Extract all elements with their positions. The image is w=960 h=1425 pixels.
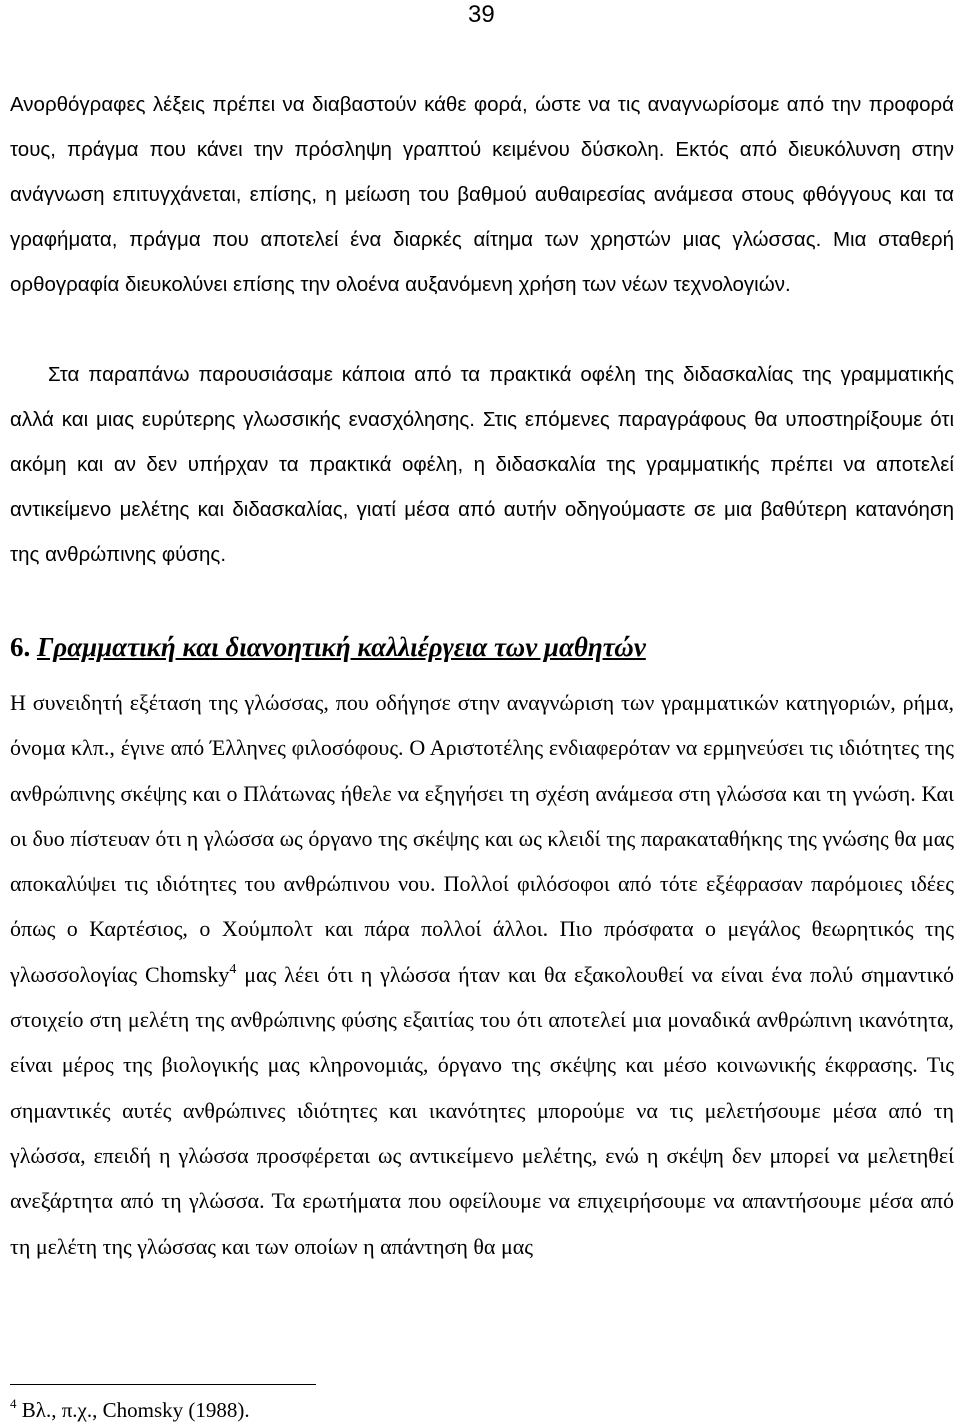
paragraph-orthography: Ανορθόγραφες λέξεις πρέπει να διαβαστούν κάθε φορά, ώστε να τις αναγνωρίσομε από την προφορά τους, πράγμα που κάνει την πρόσληψη γραπτού κειμένου δύσκολη. Εκτός από διευκόλυνση στην ανάγνωση επιτυγχάνεται, επίσης, η μείωση του βαθμού αυθαιρεσίας ανάμεσα στους φθόγγους και τα γραφήματα, πράγμα που αποτελεί ένα διαρκές αίτημα των χρηστών μιας γλώσσας. Μια σταθερή ορθογραφία διευκολύνει επίσης την ολοένα αυξανόμενη χρήση των νέων τεχνολογιών.	[10, 93, 954, 296]
paragraph-philosophy	[10, 680, 954, 1269]
footnote-reference[interactable]: 4	[229, 961, 237, 977]
section-title: Γραμματική και διανοητική καλλιέργεια των μαθητών	[37, 632, 646, 662]
paragraph-grammar-benefits: Στα παραπάνω παρουσιάσαμε κάποια από τα πρακτικά οφέλη της διδασκαλίας της γραμματικής αλλά και μιας ευρύτερης γλωσσικής ενασχόλησης. Στις επόμενες παραγράφους θα υποστηρίξουμε ότι ακόμη και αν δεν υπήρχαν τα πρακτικά οφέλη, η διδασκαλία της γραμματικής πρέπει να αποτελεί αντικείμενο μελέτης και διδασκαλίας, γιατί μέσα από αυτήν οδηγούμαστε σε μια βαθύτερη κατανόηση της ανθρώπινης φύσης.	[10, 363, 954, 566]
footnote	[10, 1395, 250, 1425]
section-heading	[10, 627, 954, 667]
footnote-text: Βλ., π.χ., Chomsky (1988).	[16, 1398, 250, 1422]
section-number: 6.	[10, 632, 31, 662]
paragraph-philosophy-part1: Η συνειδητή εξέταση της γλώσσας, που οδήγησε στην αναγνώριση των γραμματικών κατηγοριών, ρήμα, όνομα κλπ., έγινε από Έλληνες φιλοσόφους. Ο Αριστοτέλης ενδιαφερόταν να ερμηνεύσει τις ιδιότητες της ανθρώπινης σκέψης και ο Πλάτωνας ήθελε να εξηγήσει τη σχέση ανάμεσα στη γλώσσα και τη γνώση. Και οι δυο πίστευαν ότι η γλώσσα ως όργανο της σκέψης και ως κλειδί της παρακαταθήκης της γνώσης θα μας αποκαλύψει τις ιδιότητες του ανθρώπινου νου. Πολλοί φιλόσοφοι από τότε εξέφρασαν παρόμοιες ιδέες όπως ο Καρτέσιος, ο Χούμπολτ και πάρα πολλοί άλλοι. Πιο πρόσφατα ο μεγάλος θεωρητικός της γλωσσολογίας Chomsky	[10, 690, 954, 987]
footnote-marker: 4	[10, 1396, 17, 1411]
page-number: 39	[468, 1, 495, 28]
paragraph-philosophy-part2: μας λέει ότι η γλώσσα ήταν και θα εξακολουθεί να είναι ένα πολύ σημαντικό στοιχείο στη μελέτη της ανθρώπινης φύσης εξαιτίας του ότι αποτελεί μια μοναδικά ανθρώπινη ικανότητα, είναι μέρος της βιολογικής μας κληρονομιάς, όργανο της σκέψης και μέσο κοινωνικής έκφρασης. Τις σημαντικές αυτές ανθρώπινες ιδιότητες και ικανότητες μπορούμε να τις μελετήσουμε μέσα από τη γλώσσα, επειδή η γλώσσα προσφέρεται ως αντικείμενο μελέτης, ενώ η σκέψη δεν μπορεί να μελετηθεί ανεξάρτητα από τη γλώσσα. Τα ερωτήματα που οφείλουμε να επιχειρήσουμε να απαντήσουμε μέσα από τη μελέτη της γλώσσας και των οποίων η απάντηση θα μας	[10, 961, 955, 1259]
footnote-divider	[10, 1384, 316, 1385]
